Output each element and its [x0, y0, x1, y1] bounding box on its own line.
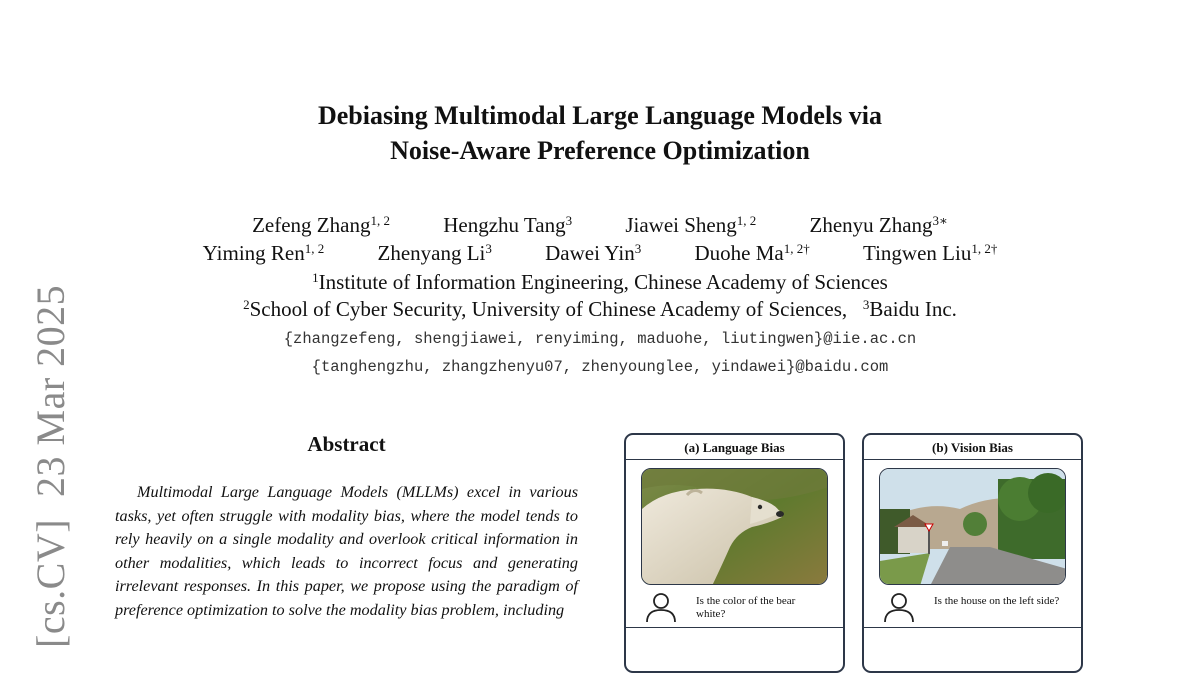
author-row-1 [0, 212, 1200, 239]
figure-panel-vision-bias [862, 433, 1083, 673]
abstract-text: Multimodal Large Language Models (MLLMs) excel in various tasks, yet often struggle with modality bias, where the model tends to rely heavily on a single modality and overlook critical information in other modalities, which leads to incorrect focus and generating irrelevant responses. In this paper, we propose using the paradigm of preference optimization to solve the modality bias problem, including [115, 483, 578, 619]
author: Hengzhu Tang$^3$ [443, 213, 573, 237]
author: Tingwen Liu$^{1, 2\dagger}$ [863, 241, 998, 265]
affiliation-1: $^1$Institute of Information Engineering, Chinese Academy of Sciences [312, 270, 888, 294]
arxiv-date: 23 Mar 2025 [28, 284, 73, 497]
street-illustration [880, 469, 1066, 585]
figure-panel-language-bias [624, 433, 845, 673]
polar-bear-illustration [642, 469, 828, 585]
author: Duohe $Ma^{1, 2\dagger}$ [694, 241, 810, 265]
user-icon [644, 591, 678, 623]
author: Zhenyu Zhang$^{3∗}$ [809, 213, 948, 237]
question-row [626, 587, 843, 631]
abstract-heading: Abstract [307, 432, 386, 456]
email-line-1: {zhangzefeng, shengjiawei, renyiming, maduohe, liutingwen}@iie.ac.cn [283, 330, 917, 348]
street-house-image [879, 468, 1066, 585]
title-line-2: Noise-Aware Preference Optimization [390, 136, 810, 165]
paper-title [0, 98, 1200, 168]
author: Zefeng Zhang$^{1, 2}$ [252, 213, 390, 237]
panel-divider [626, 627, 843, 628]
arxiv-category: [cs.CV] [28, 518, 73, 648]
author: Dawei Yin$^3$ [545, 241, 642, 265]
panel-title: (b) Vision Bias [864, 435, 1081, 460]
polar-bear-image [641, 468, 828, 585]
affiliation-2-3: $^2$School of Cyber Security, University of Chinese Academy of Sciences, $^3$Baidu Inc. [243, 297, 957, 321]
title-line-1: Debiasing Multimodal Large Language Models via [317, 101, 883, 130]
user-icon [882, 591, 916, 623]
author: Yiming Ren$^{1, 2}$ [202, 241, 325, 265]
author-row-2 [0, 240, 1200, 267]
question-text: Is the house on the left side? [934, 595, 1060, 607]
author: Jiawei Sheng$^{1, 2}$ [625, 213, 757, 237]
panel-divider [864, 627, 1081, 628]
author: Zhenyang Li$^3$ [377, 241, 492, 265]
panel-title: (a) Language Bias [626, 435, 843, 460]
question-text: Is the color of the bear white? [696, 595, 796, 620]
question-row [864, 587, 1081, 631]
email-line-2: {tanghengzhu, zhangzhenyu07, zhenyounglee, yindawei}@baidu.com [311, 358, 889, 376]
